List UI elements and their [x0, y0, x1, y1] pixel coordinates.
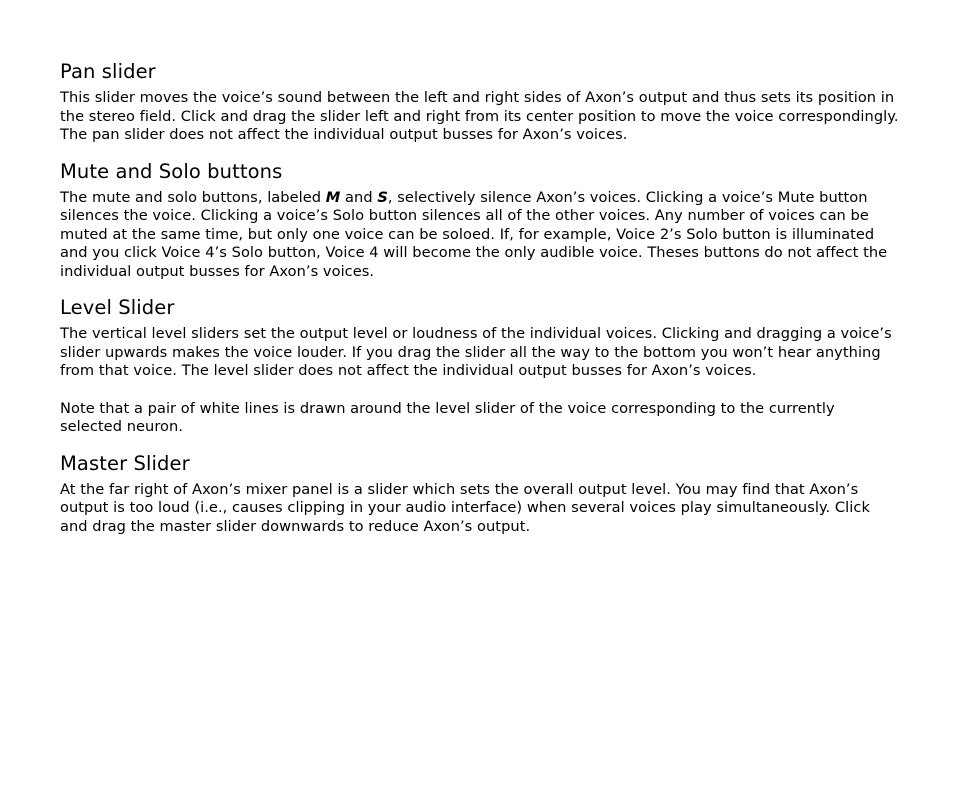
paragraph-level-slider-note: Note that a pair of white lines is drawn around the level slider of the voice corresponding to the currently selected neuron.: [60, 399, 835, 435]
section-level-slider: [60, 295, 900, 437]
heading-pan-slider: Pan slider: [60, 60, 156, 83]
solo-label: S: [377, 188, 388, 206]
paragraph-master-slider: At the far right of Axon’s mixer panel is a slider which sets the overall output level. You may find that Axon’s output is too loud (i.e., causes clipping in your audio interface) when several voices play simultaneously. Click and drag the master slider downwards to reduce Axon’s output.: [60, 480, 870, 535]
heading-level-slider: Level Slider: [60, 296, 175, 319]
mute-solo-intro-text: The mute and solo buttons, labeled: [60, 188, 326, 206]
mute-label: M: [325, 188, 341, 206]
paragraph-level-slider: The vertical level sliders set the output level or loudness of the individual voices. Clicking and dragging a voice’s slider upwards makes the voice louder. If you drag the slider all the way to the bottom you won’t hear anything from that voice. The level slider does not affect the individual output busses for Axon’s voices.: [60, 325, 892, 379]
and-text: and: [340, 188, 378, 206]
document-page: [60, 59, 900, 550]
heading-mute-solo: Mute and Solo buttons: [60, 159, 283, 183]
paragraph-mute-solo: [60, 189, 900, 282]
mute-solo-body-text: , selectively silence Axon’s voices. Clicking a voice’s Mute button silences the voice. Clicking a voice’s Solo button silences all of the other voices. Any number of voices can be muted at the same time, but only one voice can be soloed. If, for example, Voice 2’s Solo button is illuminated and you click Voice 4’s Solo button, Voice 4 will become the only audible voice. Theses buttons do not affect the individual output busses for Axon’s voices.: [60, 188, 888, 280]
section-mute-solo: [60, 159, 900, 282]
paragraph-pan-slider: This slider moves the voice’s sound between the left and right sides of Axon’s output and thus sets its position in the stereo field. Click and drag the slider left and right from its center position to move the voice correspondingly. The pan slider does not affect the individual output busses for Axon’s voices.: [60, 89, 899, 143]
heading-master-slider: Master Slider: [60, 451, 190, 475]
section-pan-slider: [60, 59, 900, 145]
section-master-slider: [60, 451, 900, 537]
